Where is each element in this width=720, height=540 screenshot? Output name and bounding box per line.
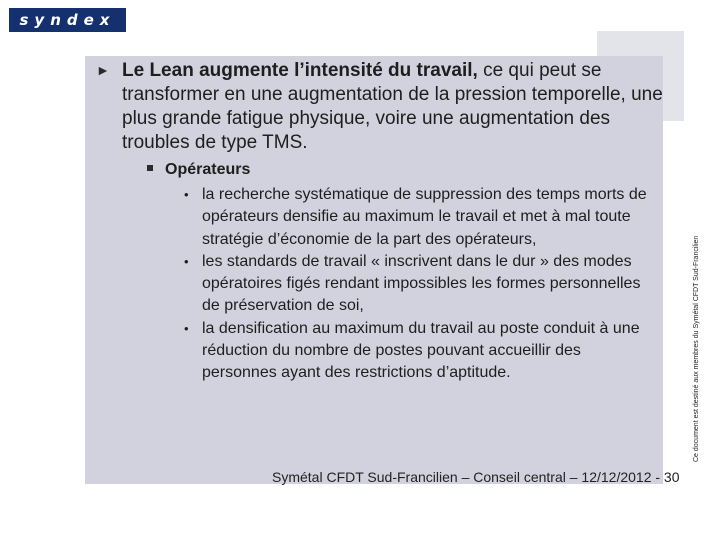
subheading-text: Opérateurs: [165, 161, 251, 178]
square-bullet-icon: [147, 165, 153, 171]
dot-bullet-icon: •: [184, 253, 189, 269]
dot-bullet-icon: •: [184, 320, 189, 336]
side-note: Ce document est destiné aux membres du Symétal CFDT Sud-Francilien: [693, 235, 700, 462]
list-item-text: la recherche systématique de suppression des temps morts de opérateurs densifie au maximum le travail et met à mal toute stratégie d’économie de la part des opérateurs,: [202, 186, 647, 248]
dot-bullet-icon: •: [184, 187, 189, 202]
arrow-bullet-icon: ►: [96, 62, 110, 78]
title-rest: ce qui peut se transformer en une augmentation de la pression temporelle, une plus grande fatigue physique, voire une augmentation des troubles de type TMS.: [122, 60, 663, 153]
bullet-list: [180, 184, 650, 385]
list-item: [180, 318, 650, 385]
slide-title: [122, 59, 667, 155]
list-item-text: les standards de travail « inscrivent dans le dur » des modes opératoires figés rendant impossibles les formes personnelles de préservation de soi,: [202, 252, 641, 315]
logo-text: syndex: [19, 11, 116, 29]
title-bold: Le Lean augmente l’intensité du travail,: [122, 60, 478, 81]
syndex-logo: [9, 8, 126, 32]
list-item-text: la densification au maximum du travail au poste conduit à une réduction du nombre de postes pouvant accueillir des personnes ayant des restrictions d’aptitude.: [202, 319, 640, 382]
list-item: [180, 251, 650, 318]
subheading: [147, 161, 250, 179]
footer: Symétal CFDT Sud-Francilien – Conseil central – 12/12/2012 - 30: [272, 469, 680, 485]
list-item: [180, 184, 650, 251]
